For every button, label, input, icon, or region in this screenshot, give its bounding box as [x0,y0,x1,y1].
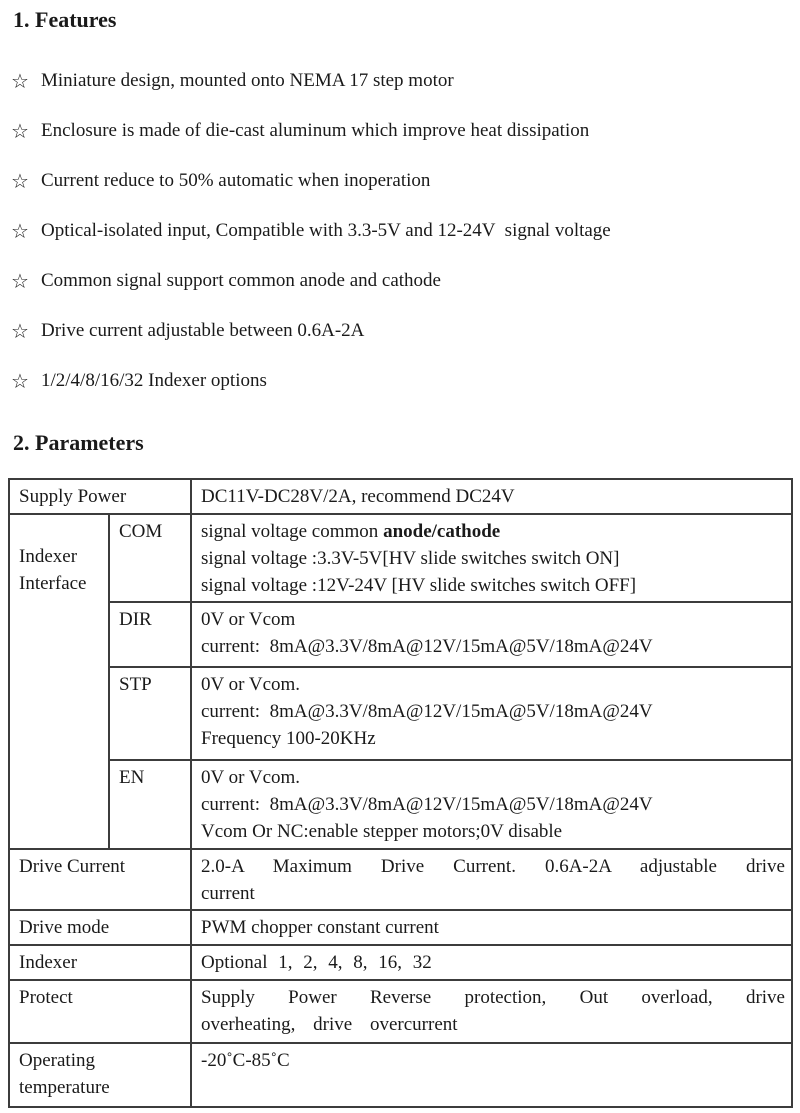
table-row-operating-temperature [9,1043,792,1107]
param-value-indexer: Optional 1, 2, 4, 8, 16, 32 [191,945,792,980]
en-line-3: Vcom Or NC:enable stepper motors;0V disable [201,821,563,842]
param-sublabel-dir: DIR [109,602,191,667]
param-label-drive-mode: Drive mode [9,910,191,945]
feature-text: Current reduce to 50% automatic when inoperation [41,170,431,191]
star-bullet-icon: ☆ [11,319,29,343]
feature-text: Drive current adjustable between 0.6A-2A [41,320,365,341]
param-label-indexer: Indexer [9,945,191,980]
star-bullet-icon: ☆ [11,219,29,243]
param-sublabel-stp: STP [109,667,191,760]
param-label-supply-power: Supply Power [9,479,191,514]
star-bullet-icon: ☆ [11,69,29,93]
parameters-table [8,478,793,1108]
parameters-heading: 2. Parameters [13,430,144,455]
table-row-indexer [9,945,792,980]
param-sublabel-com: COM [109,514,191,602]
star-bullet-icon: ☆ [11,269,29,293]
table-row-stp [9,667,792,760]
dir-line-1: 0V or Vcom [201,609,296,630]
feature-text: 1/2/4/8/16/32 Indexer options [41,370,267,391]
table-row-supply-power [9,479,792,514]
param-value-dir [191,602,792,667]
com-line-2: signal voltage :3.3V-5V[HV slide switches switch ON] [201,548,620,569]
feature-text: Enclosure is made of die-cast aluminum which improve heat dissipation [41,120,590,141]
stp-line-1: 0V or Vcom. [201,674,301,695]
feature-item [11,320,791,342]
feature-item [11,270,791,292]
operating-temperature-label: Operating temperature [19,1050,110,1098]
param-label-operating-temperature [9,1043,191,1107]
en-line-2: current: 8mA@3.3V/8mA@12V/15mA@5V/18mA@24V [201,794,653,815]
param-value-drive-current: 2.0-A Maximum Drive Current. 0.6A-2A adjustable drive current [191,849,792,910]
star-bullet-icon: ☆ [11,169,29,193]
feature-text: Optical-isolated input, Compatible with 3.3-5V and 12-24V signal voltage [41,220,611,241]
table-row-dir [9,602,792,667]
stp-line-3: Frequency 100-20KHz [201,728,376,749]
feature-item [11,370,791,392]
param-sublabel-en: EN [109,760,191,849]
com-line-3: signal voltage :12V-24V [HV slide switches switch OFF] [201,575,637,596]
feature-item [11,70,791,92]
feature-item [11,170,791,192]
feature-text: Common signal support common anode and cathode [41,270,441,291]
com-line-1-text: signal voltage common [201,521,384,542]
com-line-1-bold-text: anode/cathode [383,521,501,542]
table-row-drive-mode [9,910,792,945]
table-row-protect [9,980,792,1043]
features-list [8,70,791,392]
feature-item [11,120,791,142]
param-label-drive-current: Drive Current [9,849,191,910]
stp-line-2: current: 8mA@3.3V/8mA@12V/15mA@5V/18mA@24V [201,701,653,722]
param-value-drive-mode: PWM chopper constant current [191,910,792,945]
feature-item [11,220,791,242]
table-row-drive-current [9,849,792,910]
star-bullet-icon: ☆ [11,369,29,393]
features-heading: 1. Features [13,7,117,32]
param-value-en [191,760,792,849]
feature-text: Miniature design, mounted onto NEMA 17 step motor [41,70,454,91]
param-value-protect: Supply Power Reverse protection, Out overload, drive overheating, drive overcurrent [191,980,792,1043]
star-bullet-icon: ☆ [11,119,29,143]
param-value-stp [191,667,792,760]
en-line-1: 0V or Vcom. [201,767,301,788]
com-line-1 [201,518,785,545]
dir-line-2: current: 8mA@3.3V/8mA@12V/15mA@5V/18mA@24V [201,636,653,657]
table-row-com [9,514,792,602]
param-label-protect: Protect [9,980,191,1043]
param-value-supply-power: DC11V-DC28V/2A, recommend DC24V [191,479,792,514]
table-row-en [9,760,792,849]
param-label-indexer-interface [9,514,109,849]
param-value-com [191,514,792,602]
param-value-operating-temperature: -20˚C-85˚C [191,1043,792,1107]
indexer-interface-label: Indexer Interface [19,546,87,594]
